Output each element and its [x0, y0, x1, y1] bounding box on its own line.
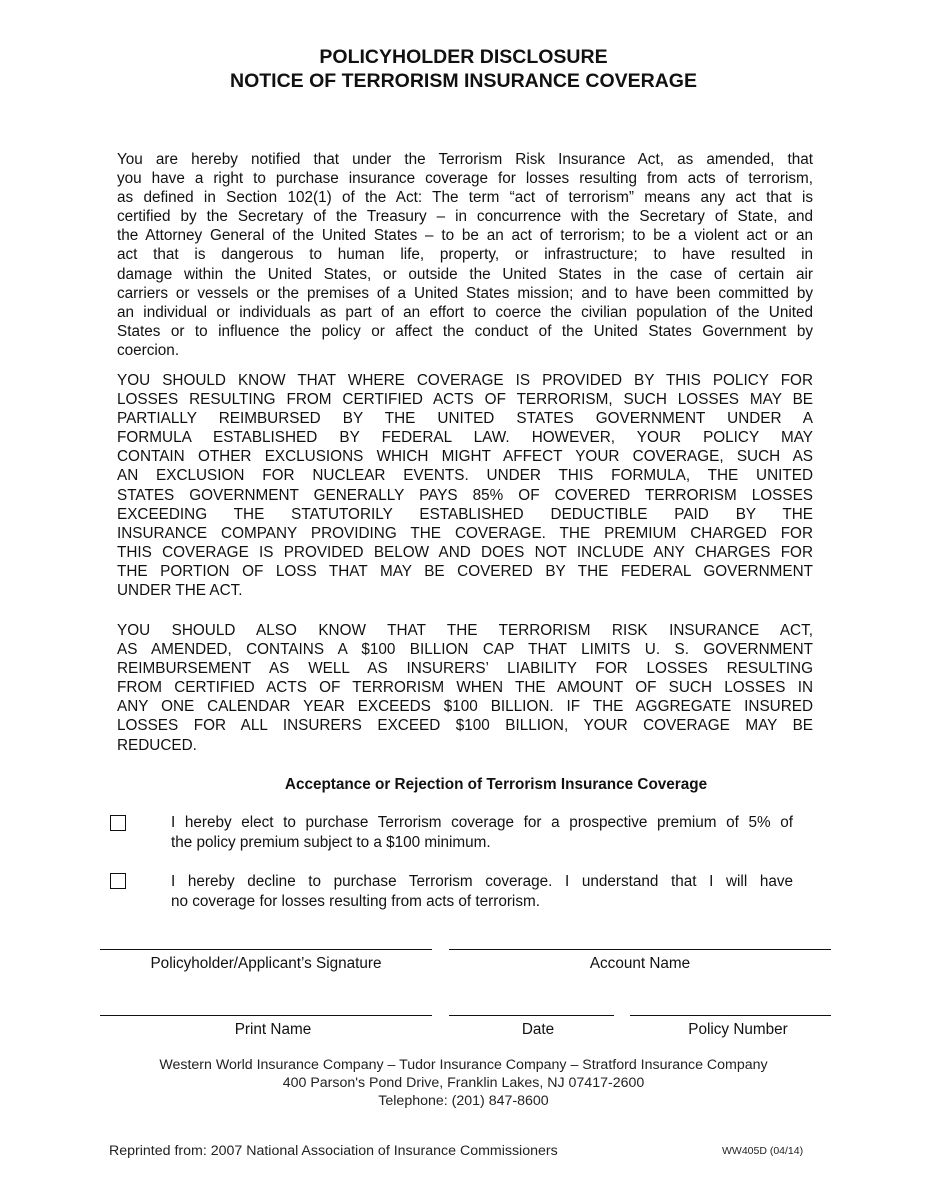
- paragraph-line: UNDER THE ACT.: [117, 582, 243, 600]
- account-name-label: Account Name: [589, 955, 691, 972]
- paragraph-line: carriers or vessels or the premises of a United States mission; and to have been committed by: [117, 284, 813, 302]
- paragraph-line: YOU SHOULD KNOW THAT WHERE COVERAGE IS PROVIDED BY THIS POLICY FOR: [117, 372, 813, 389]
- cap-paragraph: [117, 621, 813, 755]
- paragraph-line: coercion.: [117, 341, 180, 359]
- account-name-line[interactable]: [449, 949, 831, 950]
- document-title-line-1: POLICYHOLDER DISCLOSURE: [319, 46, 608, 68]
- paragraph-line: FORMULA ESTABLISHED BY FEDERAL LAW. HOWEVER, YOUR POLICY MAY: [117, 429, 813, 447]
- paragraph-line: the Attorney General of the United States – to be an act of terrorism; to be a violent act or an: [117, 227, 813, 245]
- paragraph-line: you have a right to purchase insurance coverage for losses resulting from acts of terrorism,: [117, 170, 813, 188]
- footer-address: 400 Parson's Pond Drive, Franklin Lakes, NJ 07417-2600: [282, 1075, 645, 1091]
- paragraph-line: States or to influence the policy or affect the conduct of the United States Government by: [117, 322, 813, 340]
- paragraph-line: EXCEEDING THE STATUTORILY ESTABLISHED DEDUCTIBLE PAID BY THE: [117, 505, 813, 523]
- print-name-label: Print Name: [234, 1021, 312, 1038]
- policy-number-label: Policy Number: [688, 1021, 788, 1038]
- paragraph-line: You are hereby notified that under the Terrorism Risk Insurance Act, as amended, that: [117, 151, 813, 168]
- paragraph-line: REIMBURSEMENT AS WELL AS INSURERS’ LIABILITY FOR LOSSES RESULTING: [117, 660, 813, 678]
- date-line[interactable]: [449, 1015, 614, 1016]
- acceptance-section-heading: Acceptance or Rejection of Terrorism Insurance Coverage: [284, 776, 708, 793]
- paragraph-line: an individual or individuals as part of an effort to coerce the civilian population of the United: [117, 303, 813, 321]
- option-line: no coverage for losses resulting from acts of terrorism.: [171, 892, 540, 910]
- decline-coverage-checkbox[interactable]: [110, 873, 126, 889]
- print-name-line[interactable]: [100, 1015, 432, 1016]
- reprint-notice: Reprinted from: 2007 National Association of Insurance Commissioners: [109, 1143, 558, 1159]
- paragraph-line: CONTAIN OTHER EXCLUSIONS WHICH MIGHT AFFECT YOUR COVERAGE, SUCH AS: [117, 448, 813, 466]
- paragraph-line: ANY ONE CALENDAR YEAR EXCEEDS $100 BILLION. IF THE AGGREGATE INSURED: [117, 698, 813, 716]
- footer-companies: Western World Insurance Company – Tudor Insurance Company – Stratford Insurance Company: [159, 1057, 768, 1073]
- notification-paragraph: [117, 150, 813, 360]
- decline-coverage-option-text: [171, 872, 793, 911]
- paragraph-line: STATES GOVERNMENT GENERALLY PAYS 85% OF COVERED TERRORISM LOSSES: [117, 486, 813, 504]
- paragraph-line: REDUCED.: [117, 736, 197, 754]
- paragraph-line: damage within the United States, or outside the United States in the case of certain air: [117, 265, 813, 283]
- form-code: WW405D (04/14): [722, 1145, 804, 1157]
- paragraph-line: certified by the Secretary of the Treasury – in concurrence with the Secretary of State, and: [117, 208, 813, 226]
- signature-line[interactable]: [100, 949, 432, 950]
- option-line: I hereby elect to purchase Terrorism coverage for a prospective premium of 5% of: [171, 814, 793, 831]
- policy-number-line[interactable]: [630, 1015, 831, 1016]
- paragraph-line: act that is dangerous to human life, property, or infrastructure; to have resulted in: [117, 246, 813, 264]
- paragraph-line: THIS COVERAGE IS PROVIDED BELOW AND DOES NOT INCLUDE ANY CHARGES FOR: [117, 543, 813, 561]
- paragraph-line: PARTIALLY REIMBURSED BY THE UNITED STATES GOVERNMENT UNDER A: [117, 410, 813, 428]
- footer-phone: Telephone: (201) 847-8600: [378, 1093, 549, 1109]
- paragraph-line: AS AMENDED, CONTAINS A $100 BILLION CAP THAT LIMITS U. S. GOVERNMENT: [117, 641, 813, 659]
- signature-label: Policyholder/Applicant’s Signature: [150, 955, 382, 972]
- document-title-line-2: NOTICE OF TERRORISM INSURANCE COVERAGE: [230, 70, 697, 92]
- paragraph-line: YOU SHOULD ALSO KNOW THAT THE TERRORISM RISK INSURANCE ACT,: [117, 622, 813, 639]
- paragraph-line: FROM CERTIFIED ACTS OF TERRORISM WHEN THE AMOUNT OF SUCH LOSSES IN: [117, 679, 813, 697]
- paragraph-line: THE PORTION OF LOSS THAT MAY BE COVERED BY THE FEDERAL GOVERNMENT: [117, 562, 813, 580]
- date-label: Date: [521, 1021, 555, 1038]
- reimbursement-paragraph: [117, 371, 813, 600]
- option-line: the policy premium subject to a $100 minimum.: [171, 833, 491, 851]
- elect-coverage-checkbox[interactable]: [110, 815, 126, 831]
- elect-coverage-option-text: [171, 813, 793, 852]
- paragraph-line: LOSSES FOR ALL INSURERS EXCEED $100 BILLION, YOUR COVERAGE MAY BE: [117, 717, 813, 735]
- paragraph-line: AN EXCLUSION FOR NUCLEAR EVENTS. UNDER THIS FORMULA, THE UNITED: [117, 467, 813, 485]
- paragraph-line: INSURANCE COMPANY PROVIDING THE COVERAGE. THE PREMIUM CHARGED FOR: [117, 524, 813, 542]
- paragraph-line: LOSSES RESULTING FROM CERTIFIED ACTS OF TERRORISM, SUCH LOSSES MAY BE: [117, 391, 813, 409]
- option-line: I hereby decline to purchase Terrorism coverage. I understand that I will have: [171, 873, 793, 890]
- paragraph-line: as defined in Section 102(1) of the Act: The term “act of terrorism” means any act that is: [117, 189, 813, 207]
